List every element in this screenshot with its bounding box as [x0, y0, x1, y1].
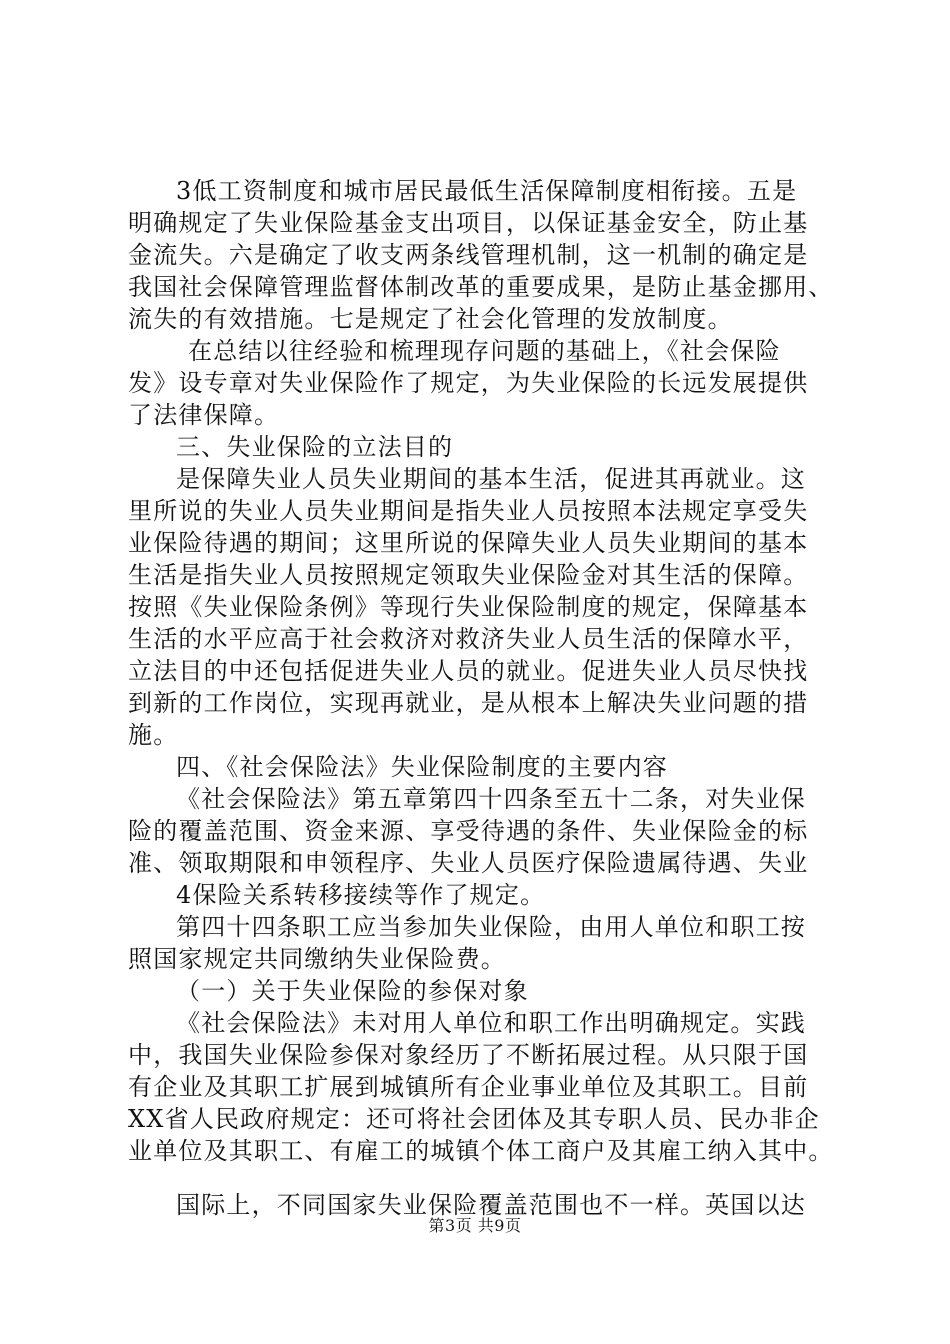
paragraph — [128, 911, 848, 975]
heading-line: 四、《社会保险法》失业保险制度的主要内容 — [176, 753, 668, 781]
text-line: 立法目的中还包括促进失业人员的就业。促进失业人员尽快找 — [128, 657, 809, 685]
text-line: XX省人民政府规定：还可将社会团体及其专职人员、民办非企 — [128, 1105, 820, 1133]
text-line: 3低工资制度和城市居民最低生活保障制度相衔接。五是 — [176, 177, 798, 205]
paragraph — [128, 175, 848, 335]
document-body — [128, 175, 848, 1221]
text-line: 流失的有效措施。七是规定了社会化管理的发放制度。 — [128, 305, 733, 333]
text-line: 施。 — [128, 721, 179, 749]
text-line: 在总结以往经验和梳理现存问题的基础上，《社会保险 — [188, 337, 781, 365]
paragraph — [128, 879, 848, 911]
text-line: 中，我国失业保险参保对象经历了不断拓展过程。从只限于国 — [128, 1041, 809, 1069]
sub-heading — [128, 975, 848, 1007]
text-line: 我国社会保障管理监督体制改革的重要成果，是防止基金挪用、 — [128, 273, 834, 301]
text-line: 生活的水平应高于社会救济对救济失业人员生活的保障水平， — [128, 625, 809, 653]
text-line: 了法律保障。 — [128, 401, 280, 429]
heading-line: （一）关于失业保险的参保对象 — [176, 977, 529, 1005]
text-line: 有企业及其职工扩展到城镇所有企业事业单位及其职工。目前 — [128, 1073, 809, 1101]
text-line: 国际上，不同国家失业保险覆盖范围也不一样。英国以达 — [176, 1191, 806, 1219]
text-line: 发》设专章对失业保险作了规定，为失业保险的长远发展提供 — [128, 369, 809, 397]
section-heading — [128, 431, 848, 463]
text-line: 生活是指失业人员按照规定领取失业保险金对其生活的保障。 — [128, 561, 809, 589]
text-line: 业单位及其职工、有雇工的城镇个体工商户及其雇工纳入其中。 — [128, 1137, 834, 1165]
text-line: 险的覆盖范围、资金来源、享受待遇的条件、失业保险金的标 — [128, 817, 809, 845]
text-line: 第四十四条职工应当参加失业保险，由用人单位和职工按 — [176, 913, 806, 941]
section-heading — [128, 751, 848, 783]
text-line: 明确规定了失业保险基金支出项目，以保证基金安全，防止基 — [128, 209, 809, 237]
paragraph — [128, 335, 848, 431]
text-line: 金流失。六是确定了收支两条线管理机制，这一机制的确定是 — [128, 241, 809, 269]
text-line: 《社会保险法》未对用人单位和职工作出明确规定。实践 — [176, 1009, 806, 1037]
text-line: 业保险待遇的期间；这里所说的保障失业人员失业期间的基本 — [128, 529, 809, 557]
text-line: 4保险关系转移接续等作了规定。 — [176, 881, 546, 909]
paragraph-gap — [128, 1167, 848, 1189]
text-line: 按照《失业保险条例》等现行失业保险制度的规定，保障基本 — [128, 593, 809, 621]
page-footer: 第3页 共9页 — [428, 1216, 522, 1235]
heading-line: 三、失业保险的立法目的 — [176, 433, 454, 461]
paragraph — [128, 1007, 848, 1167]
text-line: 照国家规定共同缴纳失业保险费。 — [128, 945, 506, 973]
text-line: 里所说的失业人员失业期间是指失业人员按照本法规定享受失 — [128, 497, 809, 525]
text-line: 是保障失业人员失业期间的基本生活，促进其再就业。这 — [176, 465, 806, 493]
text-line: 《社会保险法》第五章第四十四条至五十二条，对失业保 — [176, 785, 806, 813]
paragraph — [128, 783, 848, 879]
text-line: 到新的工作岗位，实现再就业，是从根本上解决失业问题的措 — [128, 689, 809, 717]
paragraph — [128, 463, 848, 751]
text-line: 准、领取期限和申领程序、失业人员医疗保险遗属待遇、失业 — [128, 849, 809, 877]
